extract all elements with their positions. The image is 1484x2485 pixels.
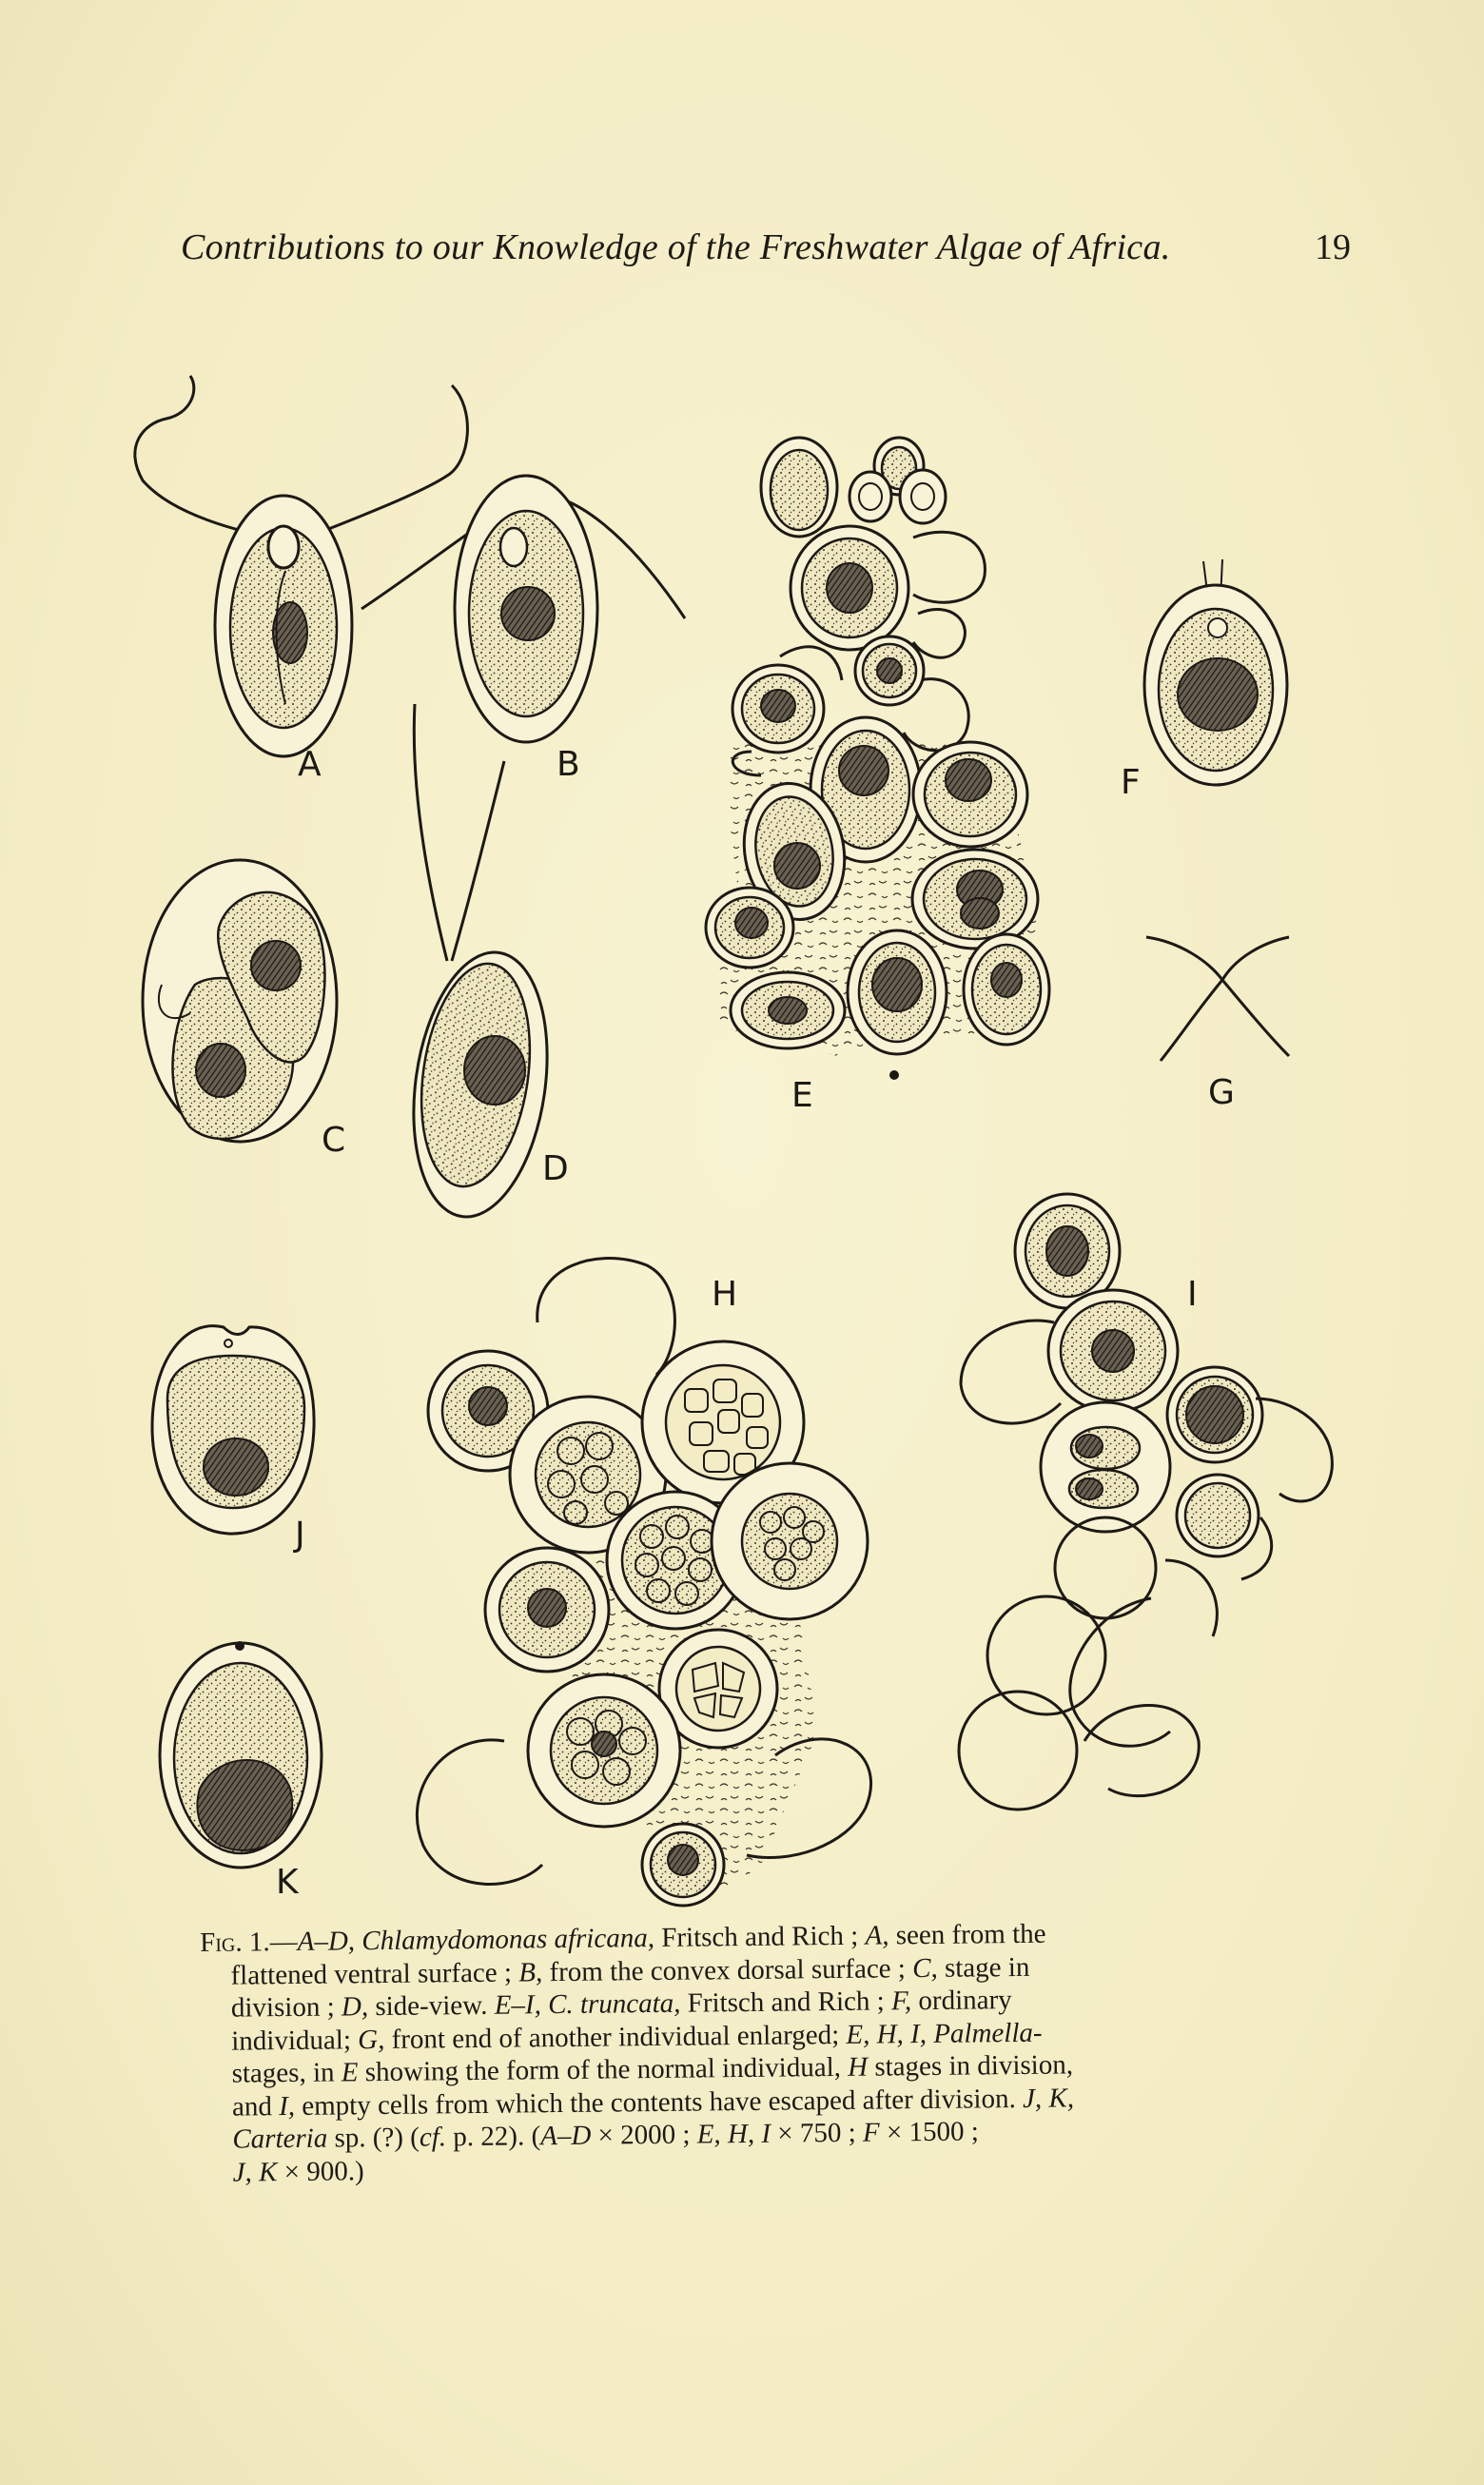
caption-run: F <box>862 2117 880 2148</box>
caption-run: side-view. <box>367 1989 495 2023</box>
caption-run: G, <box>358 2024 385 2055</box>
caption-run: — <box>269 1926 298 1958</box>
figure-i <box>959 1194 1332 1810</box>
figure-g <box>1146 937 1289 1112</box>
figure-j <box>152 1326 314 1555</box>
figure-b <box>361 476 685 784</box>
figure-f <box>1121 559 1287 802</box>
caption-run: C, <box>911 1952 938 1984</box>
caption-run: A–D, Chlamydomonas africana, <box>297 1922 655 1957</box>
panel-label-d: D <box>542 1149 569 1188</box>
caption-run: cf. <box>419 2122 447 2153</box>
panel-label-k: K <box>276 1863 299 1902</box>
figure-k <box>160 1641 322 1902</box>
caption-run: × 2000 ; <box>591 2119 697 2151</box>
caption-run: E, H, I, Palmella- <box>846 2017 1043 2050</box>
caption-run: J, K <box>232 2156 278 2188</box>
caption-run: × 750 ; <box>770 2117 864 2149</box>
figure-caption <box>200 1915 1297 2189</box>
caption-run: and <box>231 2090 280 2123</box>
caption-run: Fritsch and Rich ; <box>680 1986 892 2019</box>
caption-run: from the convex dorsal surface ; <box>542 1952 913 1987</box>
caption-run: H <box>847 2051 869 2083</box>
panel-label-c: C <box>322 1121 346 1160</box>
caption-run: D, <box>341 1991 369 2023</box>
figure-e <box>706 438 1049 1115</box>
caption-run: stage in <box>937 1951 1030 1984</box>
caption-run: E, H, I <box>696 2118 771 2150</box>
caption-run: F, <box>890 1986 912 2017</box>
figure-d <box>398 704 569 1225</box>
caption-run: showing the form of the normal individual, <box>358 2051 849 2088</box>
caption-run: Carteria <box>232 2123 328 2155</box>
panel-label-f: F <box>1121 763 1141 802</box>
panel-label-g: G <box>1208 1073 1235 1112</box>
caption-run: flattened ventral surface ; <box>230 1956 519 1991</box>
caption-run: × 900.) <box>277 2155 364 2187</box>
caption-run: A–D <box>539 2120 592 2152</box>
panel-label-b: B <box>556 745 580 784</box>
figure-h <box>417 1259 870 1907</box>
caption-run: I, <box>278 2090 296 2122</box>
figure-a <box>135 376 468 784</box>
caption-run: p. 22). ( <box>445 2121 541 2153</box>
caption-run: stages, in <box>231 2057 342 2089</box>
caption-run: E <box>341 2057 359 2088</box>
caption-run: division ; <box>230 1991 342 2024</box>
caption-run: Fig. 1. <box>200 1927 270 1958</box>
panel-label-e: E <box>791 1076 813 1115</box>
caption-run: J, K, <box>1022 2082 1075 2114</box>
caption-run: ordinary <box>911 1985 1012 2017</box>
running-title: Contributions to our Knowledge of the Freshwater Algae of Africa. <box>181 227 1171 267</box>
caption-run: B, <box>518 1956 543 1987</box>
caption-run: sp. (?) ( <box>327 2122 420 2154</box>
page-number: 19 <box>1315 227 1351 267</box>
caption-run: front end of another individual enlarged; <box>384 2019 847 2055</box>
panel-label-h: H <box>712 1275 738 1314</box>
panel-label-a: A <box>298 745 322 784</box>
caption-run: E–I, C. truncata, <box>494 1987 681 2021</box>
panel-label-i: I <box>1187 1275 1198 1314</box>
caption-run: A, <box>865 1920 889 1951</box>
caption-run: Fritsch and Rich ; <box>654 1920 866 1953</box>
figure-c <box>143 860 345 1160</box>
caption-run: individual; <box>231 2024 359 2057</box>
panel-label-j: J <box>295 1516 305 1555</box>
caption-run: empty cells from which the contents have escaped after division. <box>294 2083 1024 2122</box>
caption-run: seen from the <box>888 1918 1046 1951</box>
caption-run: stages in division, <box>867 2049 1074 2083</box>
caption-run: × 1500 ; <box>879 2116 980 2148</box>
